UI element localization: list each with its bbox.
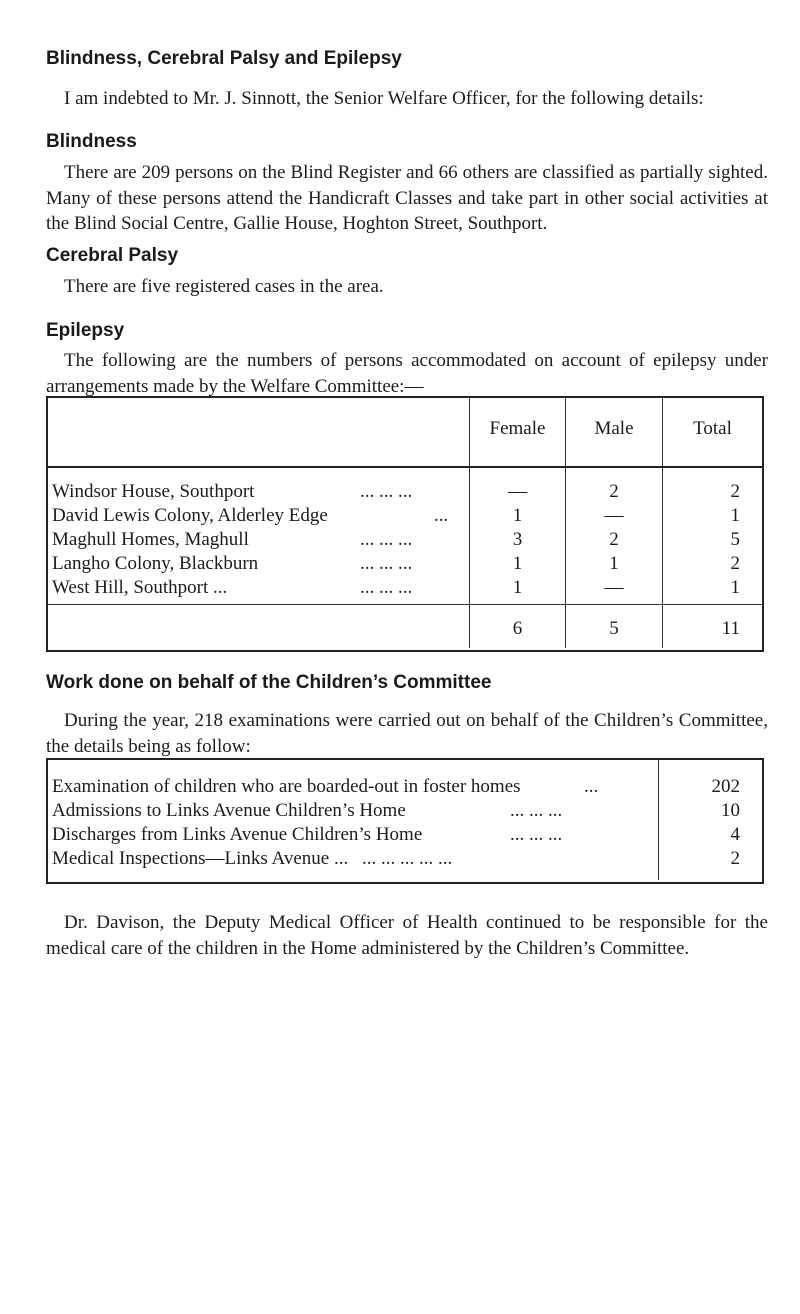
blindness-paragraph: There are 209 persons on the Blind Register and 66 others are classified as partially sighted. Many of these persons attend the Handicraft Classes and take part in other social activities at the Blind Social Centre, Gallie House, Hoghton Street, Southport.	[46, 162, 768, 234]
female-cell: 1	[512, 553, 523, 574]
female-cell: —	[508, 481, 527, 502]
total-cell: 1	[730, 577, 740, 598]
row-label: David Lewis Colony, Alderley Edge	[52, 505, 328, 526]
leader-dots: ...	[434, 505, 449, 526]
male-cell: 2	[609, 481, 619, 502]
table-row	[46, 800, 764, 824]
row-label: Medical Inspections—Links Avenue ...	[52, 848, 349, 869]
header-divider	[48, 466, 762, 468]
leader-dots: ... ... ... ... ...	[362, 848, 453, 869]
female-total: 6	[512, 618, 523, 639]
male-cell: —	[604, 577, 624, 598]
intro-paragraph: I am indebted to Mr. J. Sinnott, the Senior Welfare Officer, for the following details:	[64, 88, 704, 109]
value-cell: 2	[730, 848, 740, 869]
table-row	[46, 505, 764, 529]
cerebral-palsy-paragraph: There are five registered cases in the area.	[64, 276, 384, 297]
total-cell: 2	[730, 481, 740, 502]
leader-dots: ... ... ...	[360, 529, 413, 550]
total-cell: 5	[730, 529, 740, 550]
header-male: Male	[594, 418, 634, 439]
leader-dots: ... ... ...	[510, 800, 563, 821]
value-cell: 202	[711, 776, 740, 797]
row-label: Maghull Homes, Maghull	[52, 529, 249, 550]
female-cell: 1	[512, 505, 523, 526]
row-label: Langho Colony, Blackburn	[52, 553, 259, 574]
row-label: Admissions to Links Avenue Children’s Home	[52, 800, 406, 821]
leader-dots: ... ... ...	[510, 824, 563, 845]
leader-dots: ... ... ...	[360, 481, 413, 502]
female-cell: 1	[512, 577, 523, 598]
table-row	[46, 776, 764, 800]
row-label: Windsor House, Southport	[52, 481, 255, 502]
male-cell: 1	[609, 553, 619, 574]
table-row	[46, 824, 764, 848]
totals-row	[46, 618, 764, 642]
value-cell: 4	[730, 824, 740, 845]
header-female: Female	[489, 418, 546, 439]
male-cell: 2	[609, 529, 619, 550]
leader-dots: ... ... ...	[360, 577, 413, 598]
children-committee-paragraph: During the year, 218 examinations were carried out on behalf of the Children’s Committee, the details being as follow:	[46, 710, 768, 757]
table-row	[46, 848, 764, 872]
closing-paragraph: Dr. Davison, the Deputy Medical Officer of Health continued to be responsible for the medical care of the children in the Home administered by the Children’s Committee.	[46, 912, 768, 959]
row-label: Discharges from Links Avenue Children’s Home	[52, 824, 423, 845]
row-label: West Hill, Southport ...	[52, 577, 228, 598]
male-total: 5	[609, 618, 619, 639]
table-row	[46, 481, 764, 505]
table-row	[46, 553, 764, 577]
male-cell: —	[604, 505, 624, 526]
table-row	[46, 577, 764, 601]
header-total: Total	[693, 418, 732, 439]
leader-dots: ...	[584, 776, 599, 797]
children-table	[46, 758, 764, 884]
table-row	[46, 529, 764, 553]
epilepsy-heading: Epilepsy	[46, 320, 125, 341]
leader-dots: ... ... ...	[360, 553, 413, 574]
row-label: Examination of children who are boarded-out in foster homes	[52, 776, 521, 797]
value-cell: 10	[721, 800, 740, 821]
blindness-heading: Blindness	[46, 131, 137, 152]
children-committee-heading: Work done on behalf of the Children’s Committee	[46, 672, 492, 693]
main-heading: Blindness, Cerebral Palsy and Epilepsy	[46, 48, 402, 69]
cerebral-palsy-heading: Cerebral Palsy	[46, 245, 179, 266]
epilepsy-paragraph: The following are the numbers of persons accommodated on account of epilepsy under arrangements made by the Welfare Committee:—	[46, 350, 768, 397]
total-cell: 2	[730, 553, 740, 574]
total-cell: 1	[730, 505, 740, 526]
epilepsy-table	[46, 396, 764, 652]
female-cell: 3	[512, 529, 523, 550]
grand-total: 11	[721, 618, 740, 639]
total-divider	[48, 604, 762, 605]
